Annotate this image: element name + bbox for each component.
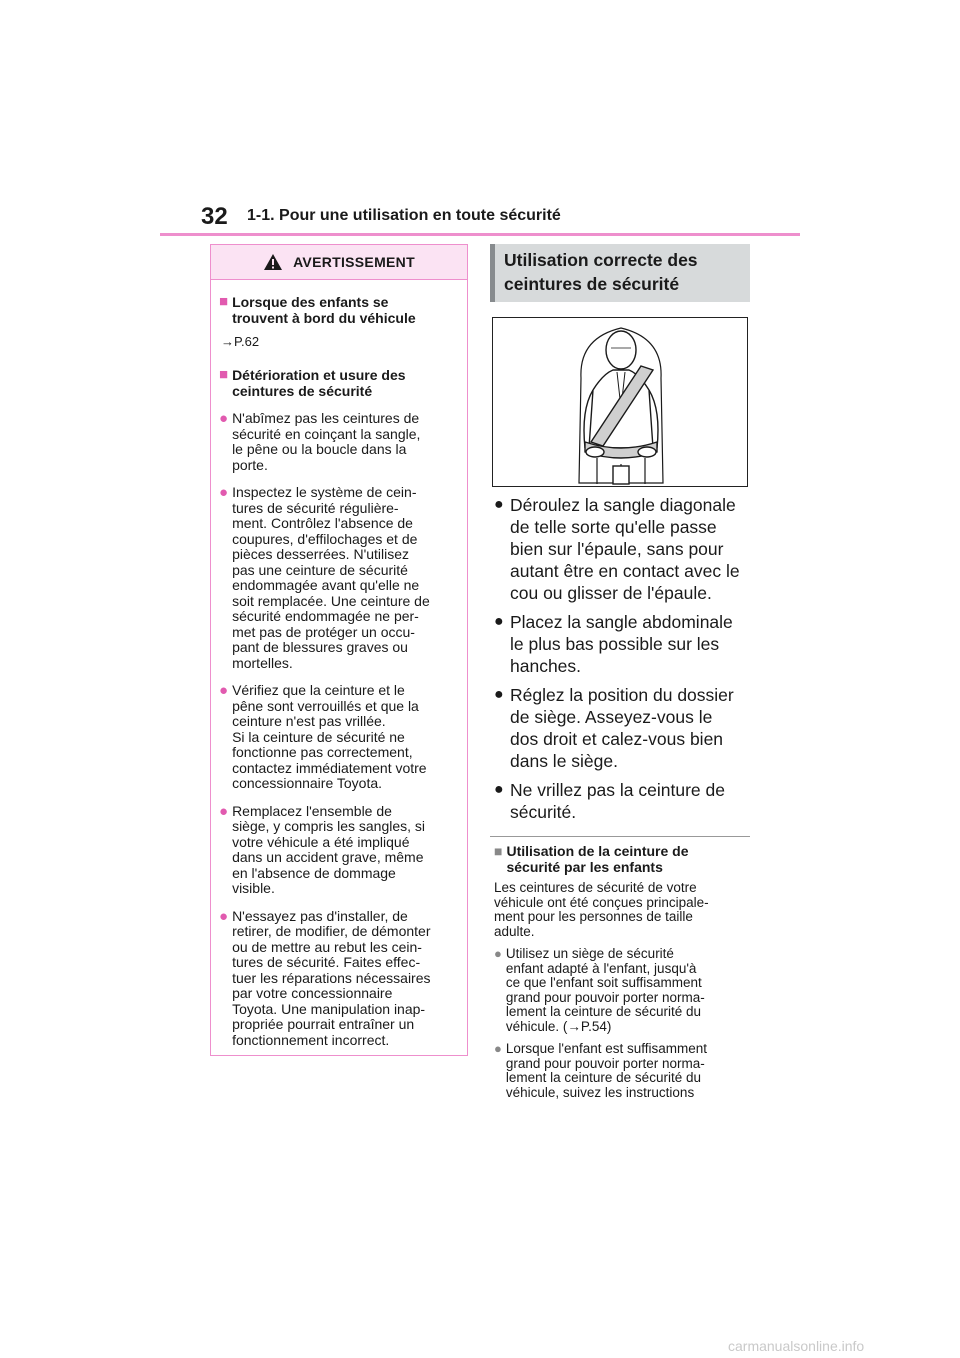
section-title: 1-1. Pour une utilisation en toute sécurité xyxy=(247,207,561,224)
divider xyxy=(490,836,750,837)
warning-box xyxy=(210,244,468,1056)
warning-bullet: ● Vérifiez que la ceinture et le pêne sont verrouillés et que la ceinture n'est pas vrillée. Si la ceinture de sécurité ne fonctionne pas correctement, contactez immédiatement votre concessionnaire Toyota. xyxy=(219,682,427,791)
warning-heading-wear: ■ Détérioration et usure des ceintures de sécurité xyxy=(219,366,406,399)
square-bullet-icon: ■ xyxy=(494,843,503,859)
dot-bullet-icon: ● xyxy=(494,496,504,513)
children-section xyxy=(494,843,750,1100)
warning-header xyxy=(211,245,467,280)
list-item: ● Ne vrillez pas la ceinture de sécurité. xyxy=(494,780,725,822)
list-item: ● Déroulez la sangle diagonale de telle sorte qu'elle passe bien sur l'épaule, sans pour autant être en contact avec le cou ou glisser de l'épaule. xyxy=(494,495,740,603)
page-reference: →P.62 xyxy=(221,334,260,349)
dot-bullet-icon: ● xyxy=(494,781,504,798)
header-rule xyxy=(160,233,800,236)
dot-bullet-icon: ● xyxy=(494,946,502,961)
warning-bullet: ● Inspectez le système de cein- tures de sécurité régulière- ment. Contrôlez l'absence de coupures, d'effilochages et de pièces desserrées. N'utilisez pas une ceinture de sécurité endommagée avant qu'elle ne soit remplacée. Une ceinture de sécurité endommagée ne per- met pas de protéger un occu- pant de blessures graves ou mortelles. xyxy=(219,484,430,671)
dot-bullet-icon: ● xyxy=(219,484,229,501)
heading-accent-bar xyxy=(490,244,495,302)
square-bullet-icon: ■ xyxy=(219,366,229,383)
page-number: 32 xyxy=(201,203,228,230)
paragraph: Les ceintures de sécurité de votre véhicule ont été conçues principale- ment pour les personnes de taille adulte. xyxy=(494,880,709,939)
warning-triangle-icon xyxy=(263,253,283,271)
dot-bullet-icon: ● xyxy=(219,410,229,427)
dot-bullet-icon: ● xyxy=(494,1041,502,1056)
instruction-list xyxy=(494,494,754,830)
warning-heading-children: ■ Lorsque des enfants se trouvent à bord du véhicule xyxy=(219,293,416,326)
list-item: ● Placez la sangle abdominale le plus bas possible sur les hanches. xyxy=(494,612,733,676)
dot-bullet-icon: ● xyxy=(219,802,229,820)
warning-bullet: ● N'essayez pas d'installer, de retirer, de modifier, de démonter ou de mettre au rebut les cein- tures de sécurité. Faites effec- tuer les réparations nécessaires par votre concessionnaire Toyota. Une manipulation inap- propriée pourrait entraîner un fonctionnement incorrect. xyxy=(219,907,431,1048)
section-heading: Utilisation correcte des ceintures de sécurité xyxy=(490,244,750,302)
dot-bullet-icon: ● xyxy=(494,686,504,703)
seatbelt-illustration xyxy=(492,317,748,487)
list-item: ● Lorsque l'enfant est suffisamment grand pour pouvoir porter norma- lement la ceinture de sécurité du véhicule, suivez les instructions xyxy=(494,1041,708,1100)
watermark: carmanualsonline.info xyxy=(728,1338,865,1354)
square-bullet-icon: ■ xyxy=(219,293,229,310)
warning-bullet: ● Remplacez l'ensemble de siège, y compris les sangles, si votre véhicule a été impliqué dans un accident grave, même en l'absence de dommage visible. xyxy=(219,802,426,896)
dot-bullet-icon: ● xyxy=(219,907,229,925)
list-item: ● Utilisez un siège de sécurité enfant adapté à l'enfant, jusqu'à ce que l'enfant soit suffisamment grand pour pouvoir porter norma- lement la ceinture de sécurité du véhicule. (→P.54) xyxy=(494,946,705,1034)
warning-title: AVERTISSEMENT xyxy=(293,254,415,270)
warning-bullet: ● N'abîmez pas les ceintures de sécurité en coinçant la sangle, le pêne ou la boucle dans la porte. xyxy=(219,410,421,473)
dot-bullet-icon: ● xyxy=(494,613,504,630)
list-item: ● Réglez la position du dossier de siège. Asseyez-vous le dos droit et calez-vous bien dans le siège. xyxy=(494,685,734,771)
sub-heading: ■ Utilisation de la ceinture de sécurité par les enfants xyxy=(494,843,689,875)
dot-bullet-icon: ● xyxy=(219,682,229,699)
